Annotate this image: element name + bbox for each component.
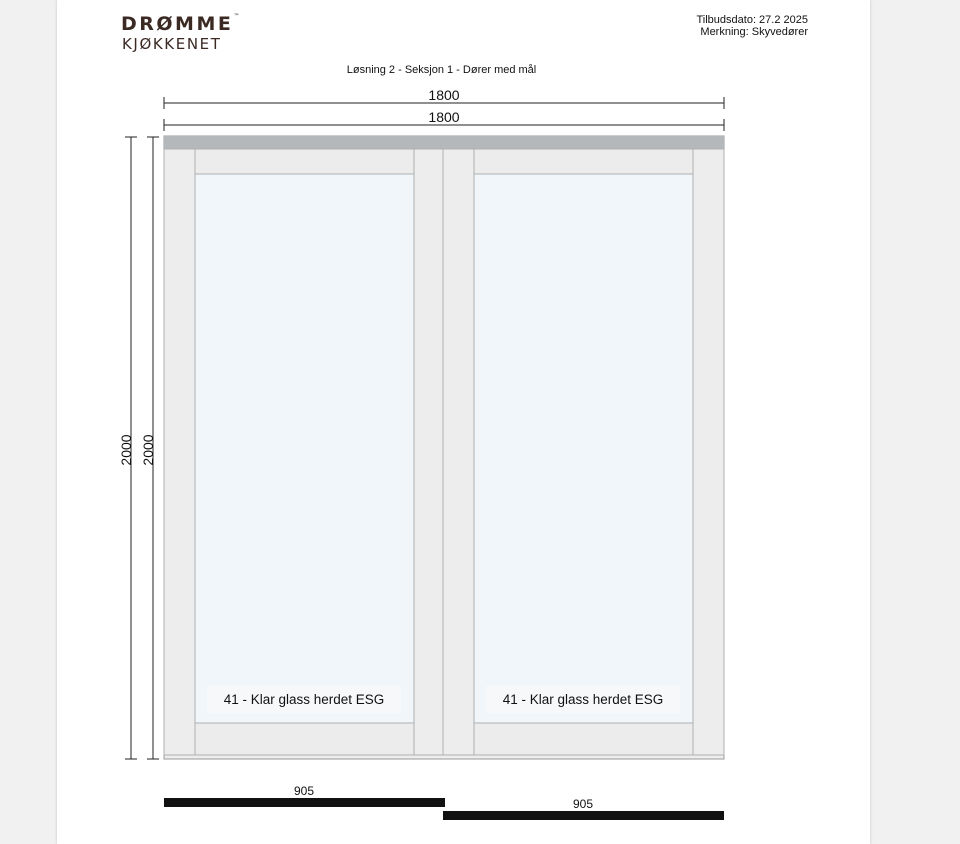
glass-panel-right: [474, 174, 693, 723]
brand-name-line1: DRØMME: [121, 13, 234, 35]
door-left: [164, 149, 443, 755]
height-label-inner: 2000: [140, 434, 156, 466]
width-label-inner: 1800: [428, 109, 460, 125]
brand-name-line2: KJØKKENET: [122, 35, 222, 53]
top-rail: [164, 136, 724, 149]
glass-label-left: 41 - Klar glass herdet ESG: [223, 692, 385, 707]
height-label-outer: 2000: [118, 434, 134, 466]
trademark-symbol: ™: [233, 13, 240, 20]
door-width-label-right: 905: [572, 797, 594, 811]
drawing-title: Løsning 2 - Seksjon 1 - Dører med mål: [346, 64, 537, 76]
glass-panel-left: [195, 174, 414, 723]
glass-label-right: 41 - Klar glass herdet ESG: [502, 692, 664, 707]
offer-date: Tilbudsdato: 27.2 2025: [696, 14, 808, 26]
door-width-bar-right: [443, 811, 724, 820]
door-width-bar-left: [164, 798, 445, 807]
width-label-outer: 1800: [428, 87, 460, 103]
door-width-label-left: 905: [293, 784, 315, 798]
marking: Merkning: Skyvedører: [700, 26, 808, 38]
door-right: [443, 149, 724, 755]
